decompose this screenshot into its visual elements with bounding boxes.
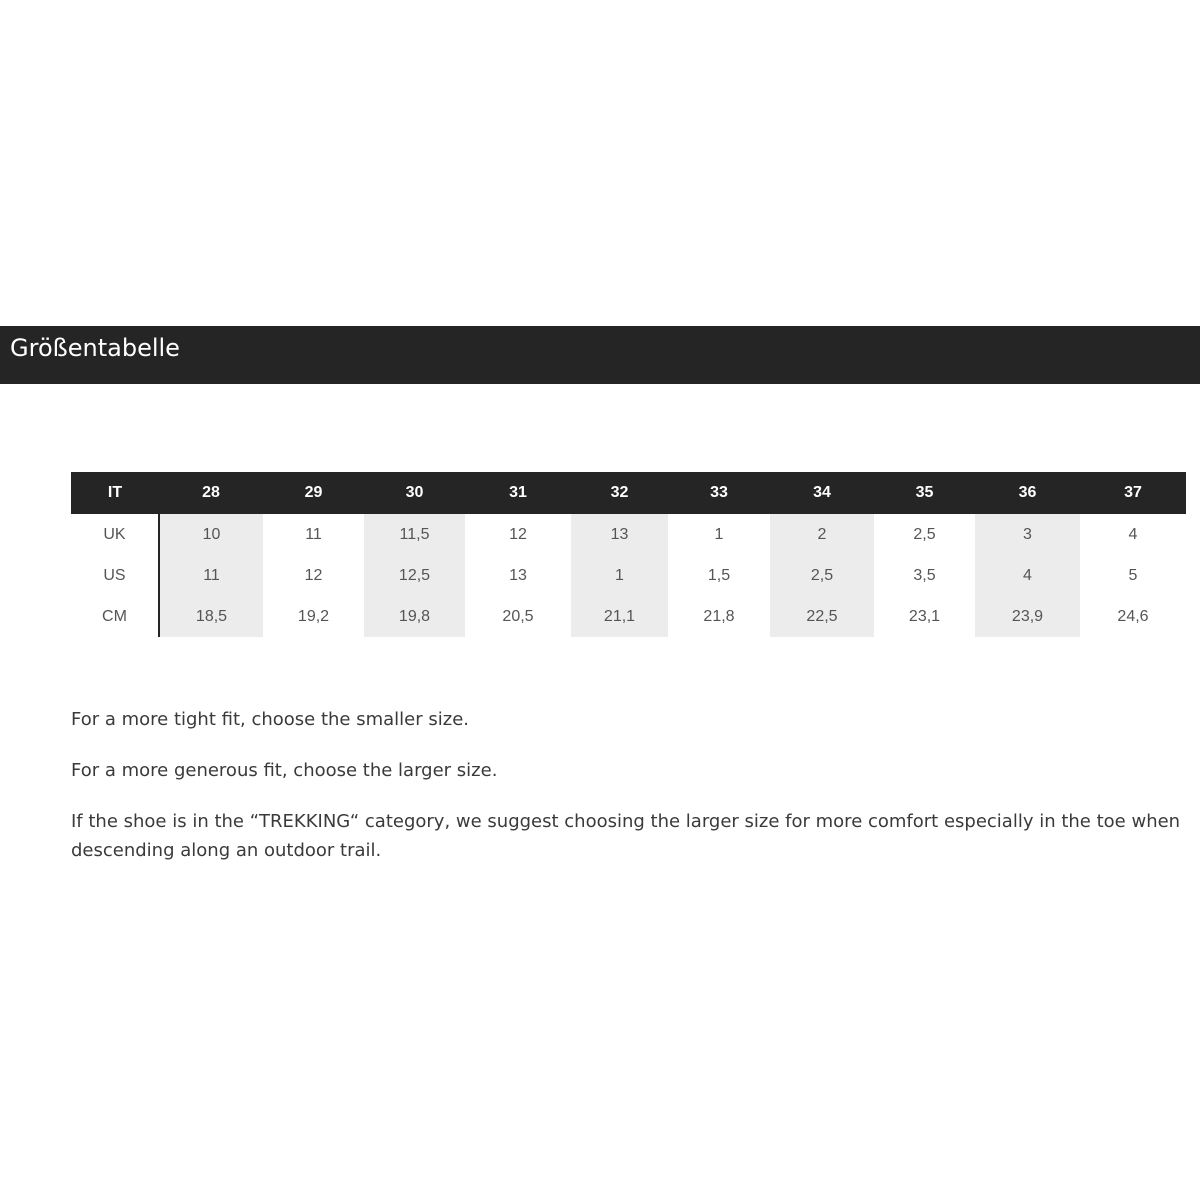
table-cell: 3 <box>975 514 1080 555</box>
note-trekking: If the shoe is in the “TREKKING“ category, we suggest choosing the larger size for more comfort especially in the toe when descending along an outdoor trail. <box>71 811 1181 861</box>
table-cell: 21,8 <box>703 607 735 625</box>
column-header: 29 <box>263 472 364 514</box>
table-cell: 24,6 <box>1117 607 1149 625</box>
table-cell: 23,1 <box>908 607 941 625</box>
table-cell: 21,1 <box>571 596 668 637</box>
table-cell: 22,5 <box>770 596 874 637</box>
column-header: 37 <box>1080 472 1186 514</box>
table-cell: 18,5 <box>159 596 263 637</box>
column-header: 36 <box>975 472 1080 514</box>
column-header: 32 <box>571 472 668 514</box>
column-header: 33 <box>668 472 770 514</box>
table-cell: 1 <box>571 555 668 596</box>
table-cell: 12 <box>509 525 527 543</box>
table-cell: 1,5 <box>707 566 731 584</box>
table-cell: 11 <box>159 555 263 596</box>
note-tight-fit: For a more tight fit, choose the smaller size. <box>71 709 469 730</box>
size-table <box>71 472 1186 637</box>
table-row-uk <box>71 514 1186 555</box>
table-cell: 4 <box>1128 525 1138 543</box>
table-cell: 19,2 <box>297 607 330 625</box>
size-table-header-row <box>71 472 1186 514</box>
column-header: 30 <box>364 472 465 514</box>
table-cell: 11 <box>305 525 322 543</box>
table-cell: 1 <box>714 525 724 543</box>
page-title: Größentabelle <box>10 334 180 362</box>
table-cell: 2,5 <box>913 525 936 543</box>
table-cell: 19,8 <box>364 596 465 637</box>
row-label-cm: CM <box>71 596 159 637</box>
table-cell: 2 <box>770 514 874 555</box>
row-label-uk: UK <box>71 514 159 555</box>
table-cell: 3,5 <box>913 566 936 584</box>
table-cell: 12,5 <box>364 555 465 596</box>
column-header: 34 <box>770 472 874 514</box>
note-generous-fit: For a more generous fit, choose the larger size. <box>71 760 498 781</box>
table-cell: 10 <box>159 514 263 555</box>
column-header: 28 <box>159 472 263 514</box>
column-header: 31 <box>465 472 571 514</box>
table-cell: 23,9 <box>975 596 1080 637</box>
row-label-us: US <box>71 555 159 596</box>
column-header: 35 <box>874 472 975 514</box>
table-row-us <box>71 555 1186 596</box>
table-cell: 20,5 <box>502 607 534 625</box>
table-cell: 11,5 <box>364 514 465 555</box>
table-cell: 4 <box>975 555 1080 596</box>
table-cell: 13 <box>509 566 527 584</box>
header-bar <box>0 326 1200 384</box>
table-row-cm <box>71 596 1186 637</box>
table-cell: 5 <box>1128 566 1138 584</box>
table-cell: 13 <box>571 514 668 555</box>
column-header-it: IT <box>71 472 159 514</box>
table-cell: 2,5 <box>770 555 874 596</box>
table-cell: 12 <box>304 566 323 584</box>
